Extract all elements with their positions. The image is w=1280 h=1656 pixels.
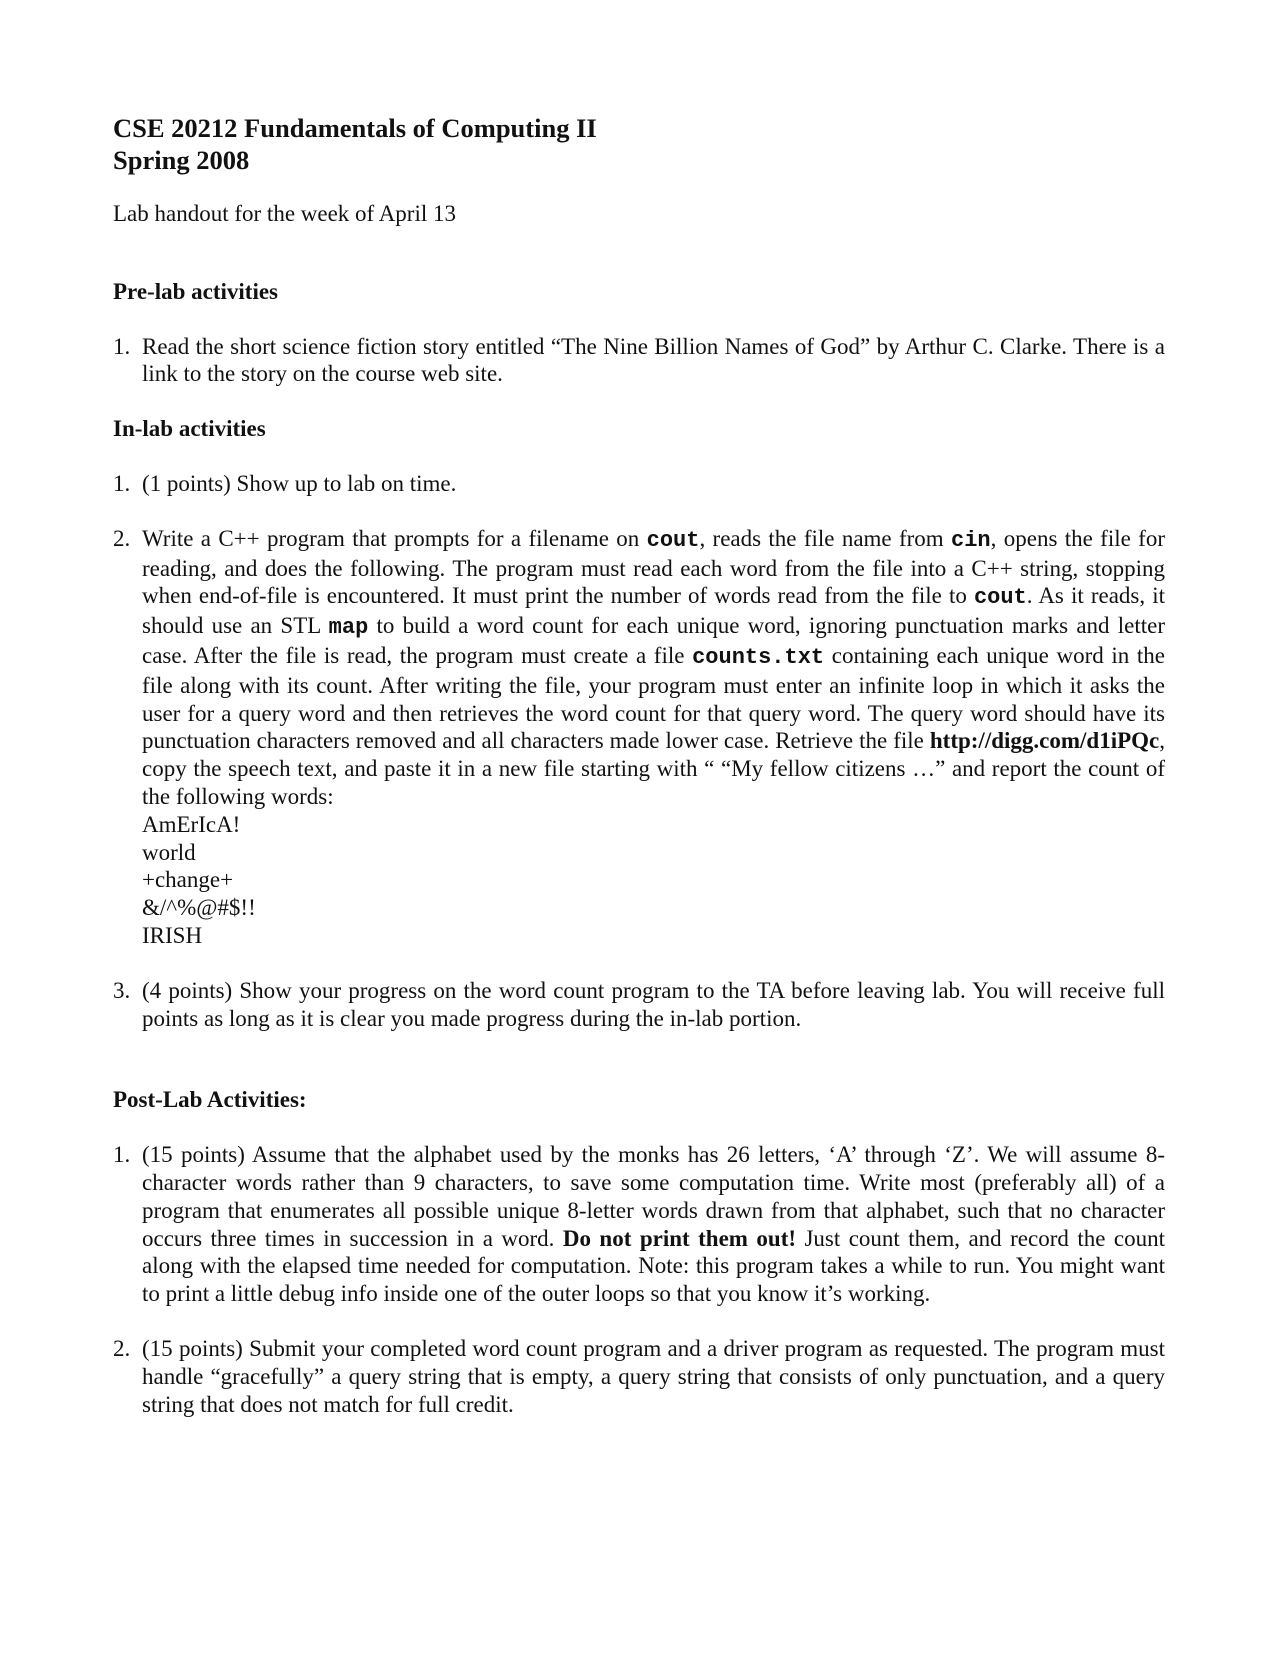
item-text: (4 points) Show your progress on the word count program to the TA before leaving lab. You will receive full points as long as it is clear you made progress during the in-lab portion. <box>142 977 1165 1031</box>
item-number: 2. <box>113 1335 131 1361</box>
document-page <box>113 112 1165 1418</box>
inlab-list <box>113 470 1165 1032</box>
postlab-list <box>113 1141 1165 1418</box>
item-text: (1 points) Show up to lab on time. <box>142 470 457 496</box>
emphasis-text: Do not print them out! <box>562 1225 797 1251</box>
course-title <box>113 112 1165 176</box>
item-number: 1. <box>113 470 131 496</box>
code-cout: cout <box>646 527 700 553</box>
postlab-item-1 <box>113 1141 1165 1308</box>
code-map: map <box>328 615 369 641</box>
code-counts-txt: counts.txt <box>692 644 825 670</box>
course-title-line: CSE 20212 Fundamentals of Computing II <box>113 113 597 143</box>
code-cin: cin <box>951 527 991 553</box>
item-text-part: , copy the speech text, and paste it in a new file starting with “ “My fellow citizens …” and report the count of the following words: <box>142 728 1165 809</box>
prelab-heading: Pre-lab activities <box>113 278 278 304</box>
item-number: 1. <box>113 1142 131 1168</box>
postlab-heading: Post-Lab Activities: <box>113 1087 307 1113</box>
item-text-part: Just count them, and record the count along with the elapsed time needed for computation. Note: this program takes a while to run. You might want to print a little debug info inside one of the outer loops so that you know it’s working. <box>142 1225 1165 1307</box>
query-word: +change+ <box>142 867 234 893</box>
speech-url-link[interactable]: http://digg.com/d1iPQc <box>929 728 1160 754</box>
item-text-part: to build a word count for each unique word, ignoring punctuation marks and letter case. After the file is read, the program must create a file <box>142 613 1166 668</box>
prelab-item <box>113 333 1165 389</box>
query-word: world <box>142 839 196 865</box>
term-line: Spring 2008 <box>113 145 250 175</box>
prelab-list <box>113 333 1165 389</box>
item-number: 1. <box>113 333 131 359</box>
postlab-item-2 <box>113 1335 1165 1418</box>
item-text-part: , reads the file name from <box>699 525 952 551</box>
query-word: IRISH <box>142 922 203 948</box>
item-text-part: containing each unique word in the file along with its count. After writing the file, your program must enter an infinite loop in which it asks the user for a query word and then retrieves the word count for that query word. The query word should have its punctuation characters removed and all characters made lower case. Retrieve the file <box>142 642 1165 754</box>
query-word-list <box>142 811 1165 950</box>
inlab-item-3 <box>113 977 1165 1033</box>
item-text: (15 points) Submit your completed word count program and a driver program as requested. The program must handle “gracefully” a query string that is empty, a query string that consists of only punctuation, and a query string that does not match for full credit. <box>142 1335 1165 1417</box>
item-text-part: . As it reads, it should use an STL <box>142 583 1165 639</box>
inlab-item-1 <box>113 470 1165 498</box>
query-word: AmErIcA! <box>142 811 241 837</box>
query-word: &/^%@#$!! <box>142 895 256 921</box>
item-text-part: Write a C++ program that prompts for a filename on <box>142 525 647 551</box>
inlab-item-2 <box>113 525 1165 950</box>
inlab-heading: In-lab activities <box>113 416 266 442</box>
handout-subtitle: Lab handout for the week of April 13 <box>113 201 456 226</box>
item-text: Read the short science fiction story entitled “The Nine Billion Names of God” by Arthur C. Clarke. There is a link to the story on the course web site. <box>142 333 1165 387</box>
code-cout: cout <box>973 585 1027 611</box>
item-number: 2. <box>113 525 131 551</box>
item-text-part: (15 points) Assume that the alphabet used by the monks has 26 letters, ‘A’ through ‘Z’. We will assume 8-character words rather than 9 characters, to save some computation time. Write most (preferably all) of a program that enumerates all possible unique 8-letter words drawn from that alphabet, such that no character occurs three times in succession in a word. <box>142 1142 1165 1251</box>
item-number: 3. <box>113 977 131 1003</box>
item-text-part: , opens the file for reading, and does the following. The program must read each word from the file into a C++ string, stopping when end-of-file is encountered. It must print the number of words read from the file to <box>142 525 1165 609</box>
